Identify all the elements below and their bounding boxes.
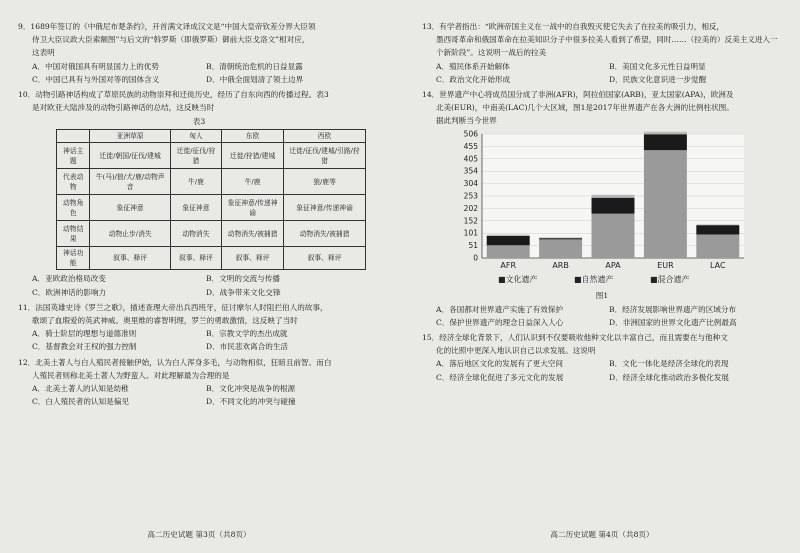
table-row [57, 143, 366, 169]
q14-option-a[interactable]: A．各国都对世界遗产实施了有效保护 [436, 304, 563, 314]
table-header: 匈人 [170, 130, 221, 143]
y-tick-label: 304 [463, 178, 478, 188]
q12-option-b[interactable]: B．文化冲突是战争的根源 [206, 384, 296, 394]
q9-line: 9．1689年签订的《中俄尼布楚条约》，开首满文译成汉文是“中国大皇帝钦差分界大臣领 [18, 22, 316, 31]
q15-option-b[interactable]: B．文化一体化是经济全球化的表现 [609, 359, 729, 369]
table-row [57, 195, 366, 221]
table-cell: 象征神意 [90, 195, 170, 221]
bar-apa-series-2 [592, 194, 635, 197]
x-tick-label: AFR [500, 260, 517, 270]
table-cell: 牛(马)/狼/犬/鹿/动物声音 [90, 169, 170, 195]
y-tick-label: 405 [463, 153, 478, 163]
table-cell: 叙事、释评 [90, 247, 170, 270]
q9-line: 侍卫大臣议政大臣索额图”与后文的“斡罗斯（即俄罗斯）御前大臣戈洛文”相对应， [32, 35, 310, 45]
bar-eur-series-0 [644, 150, 687, 258]
y-tick-label: 354 [463, 166, 478, 176]
bar-apa-series-0 [592, 213, 635, 257]
bar-eur-series-1 [644, 134, 687, 150]
q13-option-b[interactable]: B．美国文化多元性日益明显 [609, 61, 706, 71]
table-cell: 叙事、释评 [284, 247, 366, 270]
bar-eur-series-2 [644, 131, 687, 133]
q11-option-a[interactable]: A．骑士阶层的理想与道德准则 [32, 329, 137, 339]
table-cell: 动物角色 [57, 195, 90, 221]
x-tick-label: APA [605, 260, 621, 270]
q9-option-d[interactable]: D．中俄全面划清了领土边界 [206, 74, 304, 84]
q9-option-b[interactable]: B．清朝统治危机的日益显露 [206, 61, 303, 71]
table-cell: 神话主题 [57, 143, 90, 169]
bar-arb-series-0 [539, 239, 582, 258]
q12-option-a[interactable]: A．北美土著人的认知是幼稚 [32, 384, 129, 394]
table-cell: 象征神意/传递神谕 [284, 195, 366, 221]
table-cell: 迁徙/征伐/建城/引路/狩猎 [284, 143, 366, 169]
q13-option-a[interactable]: A．殖民体系开始解体 [436, 61, 510, 71]
y-tick-label: 101 [463, 228, 478, 238]
x-tick-label: EUR [657, 260, 674, 270]
y-tick-label: 0 [473, 253, 478, 263]
bar-arb-series-1 [539, 238, 582, 239]
table-caption: 表3 [192, 117, 206, 127]
q15-options [422, 357, 782, 383]
q9-option-a[interactable]: A．中国对俄国具有明显国力上的优势 [32, 61, 159, 71]
bar-afr-series-0 [487, 245, 530, 258]
y-tick-label: 455 [463, 141, 478, 151]
legend-entry: ■文化遗产 [498, 274, 538, 284]
page-footer: 高二历史试题 第4页（共8页） [550, 530, 654, 539]
q10-option-a[interactable]: A．亚欧政治格局改变 [32, 274, 106, 284]
heritage-bar-chart [442, 128, 762, 288]
q12-option-d[interactable]: D．不同文化的冲突与碰撞 [206, 397, 296, 407]
legend-entry: ■混合遗产 [650, 274, 690, 284]
table-cell: 动物止步/消失 [90, 221, 170, 247]
question-12 [18, 356, 380, 382]
question-9 [18, 20, 380, 60]
question-15 [422, 331, 782, 357]
table-header: 东欧 [222, 130, 284, 143]
q14-line: 北美(EUR)，中南美(LAC)几个大区域，图1是2017年世界遗产在各大洲的比例柱状图。 [436, 103, 734, 113]
q11-option-b[interactable]: B．宗教文学的杰出成就 [206, 329, 288, 339]
q11-line: 歌颂了血瑕爱的英武神威。奥里维的睿智明理，罗兰的勇敢激情，这反映了当时 [32, 316, 298, 326]
q11-option-d[interactable]: D．市民悲欢离合的生活 [206, 342, 289, 352]
table-header [57, 130, 90, 143]
page-footer: 高二历史试题 第3页（共8页） [147, 530, 251, 539]
table-cell: 代表动物 [57, 169, 90, 195]
question-10 [18, 88, 380, 114]
left-page [18, 20, 380, 540]
question-14 [422, 88, 782, 128]
table-cell: 动物结果 [57, 221, 90, 247]
table-row [57, 247, 366, 270]
q14-line: 14．世界遗产中心将成员国分成了非洲(AFR)，阿拉伯国家(ARB)，亚太国家(APA)，欧洲及 [422, 90, 734, 100]
table-row [57, 169, 366, 195]
question-13 [422, 20, 782, 60]
table-cell: 神话功能 [57, 247, 90, 270]
table-cell: 牛/鹿 [170, 169, 221, 195]
q12-line: 12．北美土著人与白人殖民者接触伊始，认为白人浑身多毛，与动物相似，狂暗且前智。而白 [18, 357, 332, 367]
q15-option-d[interactable]: D．经济全球化推动政治多极化发展 [609, 372, 729, 382]
q12-line: 人殖民者则称北美土著人为野蛮人。对此理解最为合理的是 [32, 370, 230, 380]
x-tick-label: LAC [710, 260, 726, 270]
q15-option-c[interactable]: C．经济全球化促进了多元文化的发展 [436, 372, 564, 382]
q9-options [18, 60, 380, 86]
bar-arb-series-2 [539, 237, 582, 238]
y-tick-label: 506 [463, 129, 478, 139]
table-header-row [57, 130, 366, 143]
bar-apa-series-1 [592, 197, 635, 213]
q11-option-c[interactable]: C．基督教会对王权的强力控制 [32, 342, 137, 352]
q13-option-c[interactable]: C．政治文化开始形成 [436, 74, 511, 84]
figure-caption: 图1 [595, 290, 609, 300]
q14-option-b[interactable]: B．经济发展影响世界遗产的区域分布 [609, 304, 737, 314]
bar-afr-series-2 [487, 234, 530, 235]
y-tick-label: 51 [468, 240, 478, 250]
q15-line: 15．经济全球化背景下，人们认识到不仅要吸收他种文化以丰富自己，而且需要在与他种文 [422, 333, 728, 343]
bar-lac-series-2 [696, 224, 739, 225]
q10-options [18, 272, 380, 298]
q10-option-c[interactable]: C．欧洲神话的影响力 [32, 287, 107, 297]
q14-options [422, 303, 782, 329]
q13-line: 13．有学者指出：“欧洲帝国主义在一战中的自我毁灭使它失去了在拉美的吸引力，相反， [422, 22, 725, 31]
table-cell: 牛/鹿 [222, 169, 284, 195]
table-cell: 迁徙/征伐/狩猎 [170, 143, 221, 169]
bar-lac-series-0 [696, 234, 739, 258]
y-tick-label: 152 [463, 215, 478, 225]
y-tick-label: 202 [463, 203, 478, 213]
q10-option-d[interactable]: D．战争带来文化交锋 [206, 287, 281, 297]
question-11 [18, 301, 380, 327]
y-tick-label: 253 [463, 191, 478, 201]
q10-line: 是对欧亚大陆涉及的动物引路神话的总结，这反映当时 [32, 103, 215, 113]
q14-option-c[interactable]: C．保护世界遗产的理念日益深入人心 [436, 317, 564, 327]
q10-line: 10．动物引路神话构成了草原民族的动物崇拜和迁徙历史，经历了自东向西的传播过程。表3 [18, 90, 329, 100]
table-header: 亚洲草原 [90, 130, 170, 143]
table-cell: 迁徙/狩猎/建城 [222, 143, 284, 169]
q12-options [18, 382, 380, 408]
table-cell: 象征神意/传递神谕 [222, 195, 284, 221]
x-tick-label: ARB [552, 260, 569, 270]
q13-option-d[interactable]: D．民族文化意识进一步觉醒 [609, 74, 707, 84]
q14-option-d[interactable]: D．非洲国家的世界文化遗产比例最高 [609, 317, 737, 327]
right-page [422, 20, 782, 540]
q11-line: 11．法国英雄史诗《罗兰之歌》，描述查理大帝出兵西班牙，征讨摩尔人时阻拦伯人的故事， [18, 302, 328, 312]
myth-table [56, 129, 366, 270]
bar-lac-series-1 [696, 225, 739, 234]
table-cell: 迁徙/朝国/征伐/建城 [90, 143, 170, 169]
table-header: 西欧 [284, 130, 366, 143]
bar-afr-series-1 [487, 236, 530, 245]
table-cell: 动物消失/被捕猎 [222, 221, 284, 247]
table-row [57, 221, 366, 247]
table-cell: 象征神意 [170, 195, 221, 221]
q9-line: 这表明 [32, 48, 55, 58]
table-cell: 动物消失/被捕猎 [284, 221, 366, 247]
q12-option-c[interactable]: C．白人殖民者的认知是偏见 [32, 397, 129, 407]
table-cell: 动物消失 [170, 221, 221, 247]
q13-line: 个新阶段”。这说明一战后的拉美 [436, 48, 547, 58]
legend-entry: ■自然遗产 [574, 274, 614, 284]
q10-option-b[interactable]: B．文明的交流与传播 [206, 274, 280, 284]
table-cell: 叙事、释评 [222, 247, 284, 270]
table-cell: 叙事、释评 [170, 247, 221, 270]
q13-line: 墨西哥革命和俄国革命在拉美知识分子中很多拉美人看到了希望，同时……（拉美的）反美主义进入一 [436, 35, 778, 45]
q15-line: 化的比照中更深入地认识自己以求发展。这说明 [436, 346, 596, 356]
q14-line: 据此判断当今世界 [436, 116, 497, 126]
q11-options [18, 327, 380, 353]
q9-option-c[interactable]: C．中国已具有与外国对等的国体含义 [32, 74, 160, 84]
q15-option-a[interactable]: A．落后地区文化的发展有了更大空间 [436, 359, 563, 369]
table-cell: 狼/鹿等 [284, 169, 366, 195]
q13-options [422, 60, 782, 86]
